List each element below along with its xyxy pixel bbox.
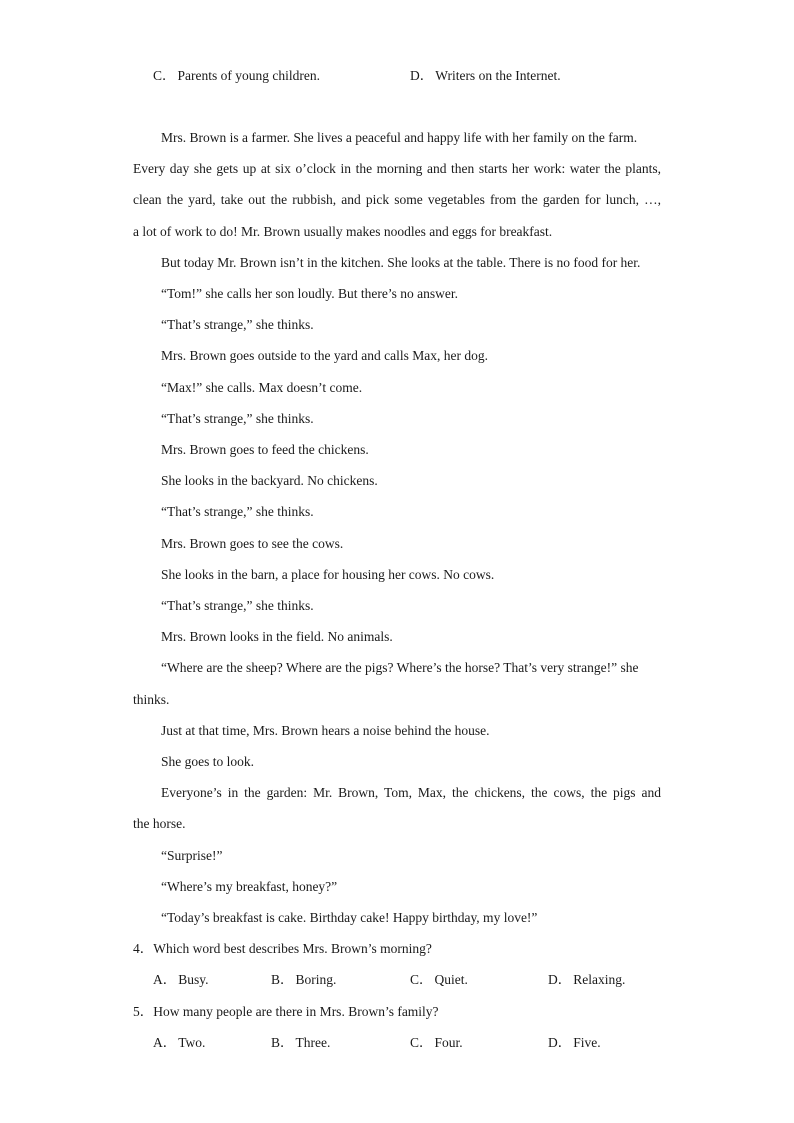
question-5-option-d (548, 1035, 601, 1051)
option-text: Four. (434, 1035, 463, 1050)
prev-option-d (410, 68, 561, 84)
option-text: Three. (295, 1035, 331, 1050)
story-line: “That’s strange,” she thinks. (161, 317, 314, 332)
question-4 (133, 941, 432, 957)
option-letter: B． (271, 1035, 294, 1050)
option-letter: A． (153, 972, 177, 987)
question-5-option-c (410, 1035, 463, 1051)
story-line: “That’s strange,” she thinks. (161, 504, 314, 519)
question-text: How many people are there in Mrs. Brown’s family? (153, 1004, 439, 1019)
story-where-line-1: “Where are the sheep? Where are the pigs? Where’s the horse? That’s very strange!” she (161, 660, 639, 675)
option-text: Five. (573, 1035, 601, 1050)
option-letter: D． (548, 972, 572, 987)
story-line: She looks in the backyard. No chickens. (161, 473, 378, 488)
story-cake-line: “Today’s breakfast is cake. Birthday cake! Happy birthday, my love!” (161, 910, 538, 925)
story-line: “Tom!” she calls her son loudly. But there’s no answer. (161, 286, 458, 301)
option-letter: C． (410, 1035, 433, 1050)
story-everyone-line-2: the horse. (133, 816, 186, 831)
story-line: But today Mr. Brown isn’t in the kitchen. She looks at the table. There is no food for her. (161, 255, 641, 270)
question-text: Which word best describes Mrs. Brown’s morning? (153, 941, 432, 956)
prev-option-c (153, 68, 320, 84)
story-line: “Max!” she calls. Max doesn’t come. (161, 380, 363, 395)
question-number: 5． (133, 1004, 154, 1019)
option-text: Writers on the Internet. (435, 68, 561, 83)
story-paragraph-1-line-3: clean the yard, take out the rubbish, and pick some vegetables from the garden for lunch, …, (133, 192, 661, 207)
option-letter: A． (153, 1035, 177, 1050)
story-line: Mrs. Brown goes to feed the chickens. (161, 442, 369, 457)
story-where-line-2: thinks. (133, 692, 170, 707)
story-everyone-line-1: Everyone’s in the garden: Mr. Brown, Tom, Max, the chickens, the cows, the pigs and (161, 785, 661, 800)
option-text: Busy. (178, 972, 209, 987)
option-text: Boring. (295, 972, 337, 987)
story-look-line: She goes to look. (161, 754, 254, 769)
story-line: Mrs. Brown goes to see the cows. (161, 536, 344, 551)
story-paragraph-1-line-1: Mrs. Brown is a farmer. She lives a peaceful and happy life with her family on the farm. (161, 130, 638, 145)
option-letter: C． (410, 972, 433, 987)
story-paragraph-1-line-2: Every day she gets up at six o’clock in the morning and then starts her work: water the plants, (133, 161, 661, 176)
option-text: Parents of young children. (177, 68, 320, 83)
option-letter: D． (548, 1035, 572, 1050)
option-letter: B． (271, 972, 294, 987)
option-text: Quiet. (434, 972, 468, 987)
option-letter: D． (410, 68, 434, 83)
story-line: “That’s strange,” she thinks. (161, 411, 314, 426)
question-4-option-b (271, 972, 336, 988)
story-noise-line: Just at that time, Mrs. Brown hears a noise behind the house. (161, 723, 490, 738)
option-text: Two. (178, 1035, 206, 1050)
story-line: She looks in the barn, a place for housing her cows. No cows. (161, 567, 495, 582)
question-4-option-a (153, 972, 209, 988)
question-5 (133, 1004, 439, 1020)
question-4-option-d (548, 972, 625, 988)
story-breakfast-question-line: “Where’s my breakfast, honey?” (161, 879, 338, 894)
question-5-option-a (153, 1035, 205, 1051)
option-letter: C． (153, 68, 176, 83)
story-surprise-line: “Surprise!” (161, 848, 223, 863)
option-text: Relaxing. (573, 972, 626, 987)
story-line: “That’s strange,” she thinks. (161, 598, 314, 613)
question-5-option-b (271, 1035, 330, 1051)
story-paragraph-1-line-4: a lot of work to do! Mr. Brown usually makes noodles and eggs for breakfast. (133, 224, 553, 239)
question-4-option-c (410, 972, 468, 988)
question-number: 4． (133, 941, 154, 956)
story-line: Mrs. Brown goes outside to the yard and calls Max, her dog. (161, 348, 488, 363)
story-line: Mrs. Brown looks in the field. No animals. (161, 629, 393, 644)
